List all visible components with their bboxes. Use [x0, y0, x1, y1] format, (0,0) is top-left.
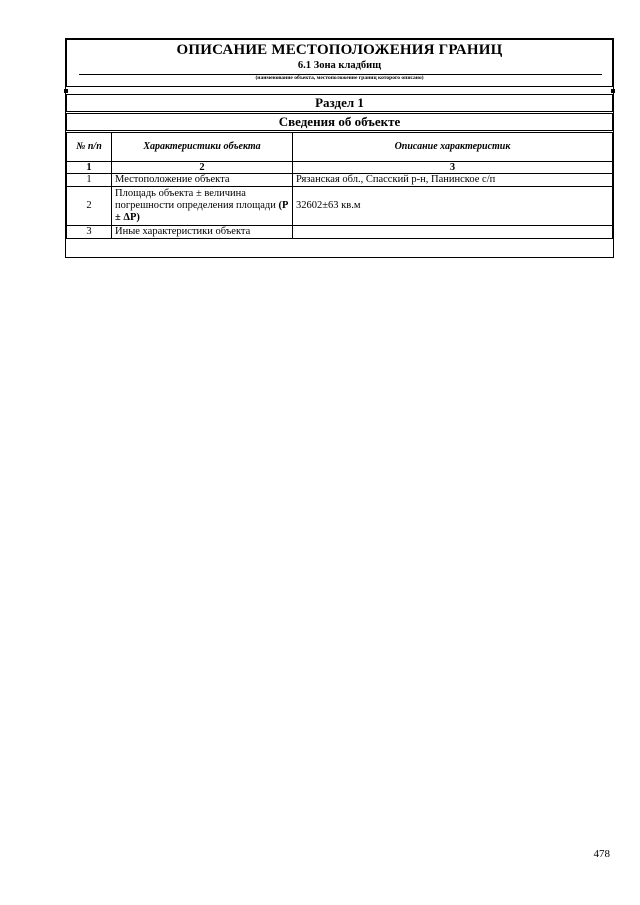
characteristic-name: Иные характеристики объекта	[112, 226, 293, 239]
column-header-number: № п/п	[67, 133, 112, 162]
row-number: 2	[67, 187, 112, 226]
characteristic-value: Рязанская обл., Спасский р-н, Панинское с/п	[293, 174, 613, 187]
object-name-hint: (наименование объекта, местоположение границ которого описано)	[255, 75, 424, 81]
table-row	[67, 174, 613, 187]
section-label: Раздел 1	[66, 94, 613, 112]
corner-marker-left	[64, 89, 68, 93]
characteristic-name-text: Площадь объекта ± величина погрешности определения площади	[115, 188, 279, 211]
title-block	[66, 39, 613, 87]
column-number-row	[67, 162, 613, 174]
row-number: 3	[67, 226, 112, 239]
table-row	[67, 187, 613, 226]
page-number: 478	[593, 848, 610, 860]
characteristic-value	[293, 226, 613, 239]
column-number: 2	[112, 162, 293, 174]
column-number: 3	[293, 162, 613, 174]
row-number: 1	[67, 174, 112, 187]
column-number: 1	[67, 162, 112, 174]
section-title: Сведения об объекте	[66, 113, 613, 131]
characteristic-value: 32602±63 кв.м	[293, 187, 613, 226]
characteristic-name	[112, 187, 293, 226]
table-row	[67, 226, 613, 239]
table-header-row	[67, 133, 613, 162]
object-name: 6.1 Зона кладбищ	[297, 60, 382, 71]
object-info-table	[66, 132, 613, 239]
column-header-description: Описание характеристик	[293, 133, 613, 162]
corner-marker-right	[611, 89, 615, 93]
page-title: ОПИСАНИЕ МЕСТОПОЛОЖЕНИЯ ГРАНИЦ	[176, 42, 503, 58]
column-header-characteristic: Характеристики объекта	[112, 133, 293, 162]
area-formula: (P ± ΔP)	[115, 200, 288, 223]
characteristic-name: Местоположение объекта	[112, 174, 293, 187]
